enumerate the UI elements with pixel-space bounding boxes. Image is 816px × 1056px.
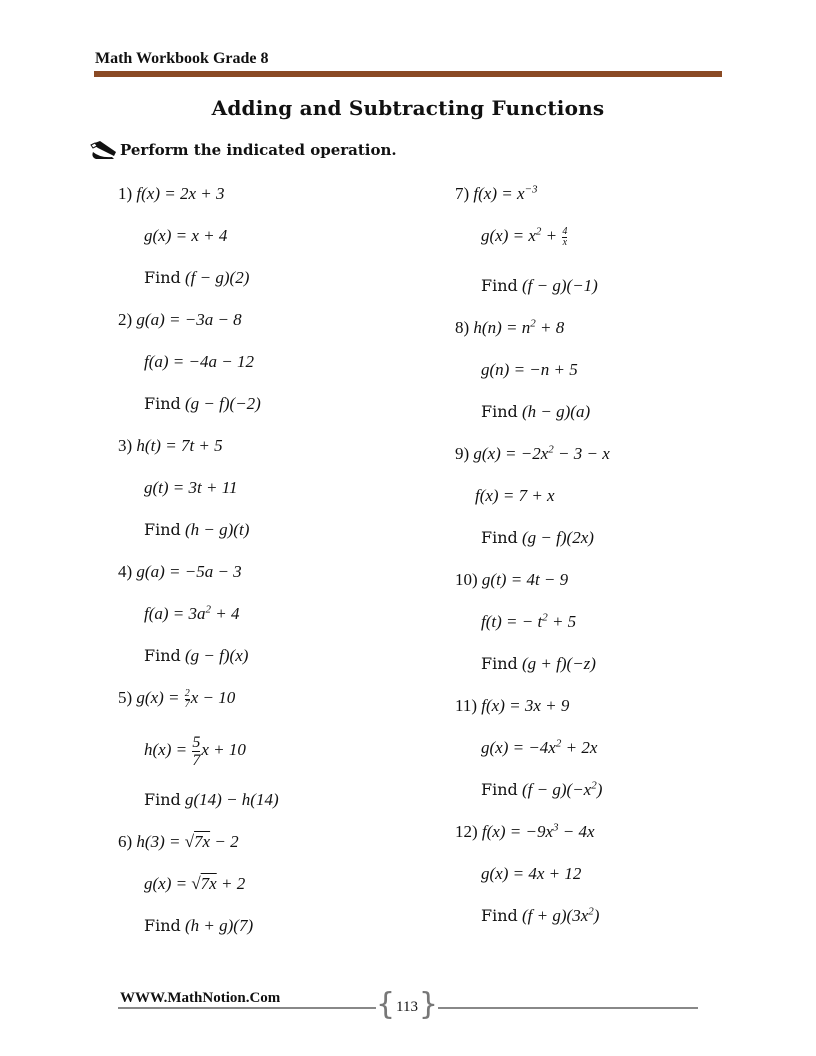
problem-4 <box>118 560 428 686</box>
find-label: Find <box>481 906 518 925</box>
function-line-2: $f(a) = 3a^2 + 4$ <box>144 603 240 623</box>
find-label: Find <box>144 646 181 665</box>
function-line-2: g(x) = √7x + 2 <box>144 874 246 893</box>
function-line-2: f(a) = −4a − 12 <box>144 352 254 371</box>
find-expression: (h − g)(a) <box>522 402 591 421</box>
function-line-1: f(x) = 3x + 9 <box>481 696 570 715</box>
problem-number: 1) <box>118 184 133 203</box>
function-line-2: g(x) = x + 4 <box>144 226 228 245</box>
fraction: $\frac{5}{7}$ <box>192 733 201 769</box>
footer-website: WWW.MathNotion.Com <box>120 990 281 1006</box>
footer-rule-left <box>118 1007 376 1009</box>
workbook-title: Math Workbook Grade 8 <box>95 50 269 67</box>
find-expression: (h + g)(7) <box>185 916 254 935</box>
find-expression: $(f + g)(3x^2)$ <box>522 905 600 925</box>
find-label: Find <box>144 916 181 935</box>
find-label: Find <box>481 528 518 547</box>
problem-11 <box>455 694 735 820</box>
page-title: Adding and Subtracting Functions <box>211 96 605 120</box>
function-line-1: $f(x) = -9x^3 - 4x$ <box>481 821 595 841</box>
find-expression: (g − f)(−2) <box>185 394 261 413</box>
problem-number: 9) <box>455 444 470 463</box>
problem-number: 12) <box>455 822 478 841</box>
function-line-1: h(3) = √7x − 2 <box>136 832 239 851</box>
find-label: Find <box>144 394 181 413</box>
problem-number: 5) <box>118 688 133 707</box>
find-label: Find <box>144 520 181 539</box>
function-line-1: g(x) = $\frac{2}{7}$ x − 10 <box>136 687 236 710</box>
problem-number: 8) <box>455 318 470 337</box>
instruction-text: Perform the indicated operation. <box>120 141 397 159</box>
function-line-2: h(x) = $\frac{5}{7}$ x + 10 <box>144 733 246 769</box>
find-expression: g(14) − h(14) <box>185 790 279 809</box>
problem-1 <box>118 182 428 308</box>
function-line-1: f(x) = 2x + 3 <box>136 184 225 203</box>
problem-9 <box>455 442 735 568</box>
function-line-2: g(x) = 4x + 12 <box>481 864 582 883</box>
problem-5 <box>118 686 428 830</box>
problem-number: 6) <box>118 832 133 851</box>
find-expression: (f − g)(−1) <box>522 276 598 295</box>
function-line-1: g(a) = −3a − 8 <box>136 310 242 329</box>
function-line-2: $g(x) = x^2$ + $\frac{4}{x}$ <box>481 225 568 248</box>
find-label: Find <box>481 654 518 673</box>
function-line-1: $g(x) = -2x^2 - 3 - x$ <box>473 443 610 463</box>
footer-rule-right <box>438 1007 698 1009</box>
left-brace-icon: { <box>376 987 396 1022</box>
problem-8 <box>455 316 735 442</box>
find-expression: (f − g)(2) <box>185 268 250 287</box>
function-line-1: $h(n) = n^2 + 8$ <box>473 317 565 337</box>
function-line-1: h(t) = 7t + 5 <box>136 436 223 455</box>
pencil-hand-icon <box>90 140 118 160</box>
page-number-box <box>376 987 438 1022</box>
find-expression: $(f - g)(-x^2)$ <box>522 779 603 799</box>
problem-10 <box>455 568 735 694</box>
right-brace-icon: } <box>418 987 438 1022</box>
find-expression: (g + f)(−z) <box>522 654 596 673</box>
fraction: $\frac{4}{x}$ <box>562 225 568 248</box>
function-line-1: g(a) = −5a − 3 <box>136 562 242 581</box>
function-line-2: f(t) = − $t^2 + 5$ <box>481 611 577 631</box>
problem-number: 2) <box>118 310 133 329</box>
problem-number: 3) <box>118 436 133 455</box>
find-expression: (g − f)(x) <box>185 646 249 665</box>
find-label: Find <box>144 268 181 287</box>
find-label: Find <box>481 276 518 295</box>
function-line-2: f(x) = 7 + x <box>475 486 555 505</box>
function-line-2: g(n) = −n + 5 <box>481 360 578 379</box>
problem-number: 11) <box>455 696 478 715</box>
function-line-1: g(t) = 4t − 9 <box>481 570 569 589</box>
problem-3 <box>118 434 428 560</box>
find-expression: (g − f)(2x) <box>522 528 594 547</box>
left-column <box>118 182 428 956</box>
problem-2 <box>118 308 428 434</box>
header-rule <box>94 71 722 77</box>
find-label: Find <box>144 790 181 809</box>
page-number: 113 <box>396 999 418 1015</box>
function-line-1: $f(x) = x^{-3}$ <box>473 183 538 203</box>
function-line-2: $g(x) = -4x^2 + 2x$ <box>481 737 598 757</box>
find-expression: (h − g)(t) <box>185 520 250 539</box>
problem-6 <box>118 830 428 956</box>
instruction <box>90 140 397 160</box>
problem-number: 4) <box>118 562 133 581</box>
function-line-2: g(t) = 3t + 11 <box>144 478 238 497</box>
problem-7 <box>455 182 735 316</box>
problem-12 <box>455 820 735 946</box>
right-column <box>455 182 735 946</box>
find-label: Find <box>481 402 518 421</box>
find-label: Find <box>481 780 518 799</box>
problem-number: 10) <box>455 570 478 589</box>
problem-number: 7) <box>455 184 470 203</box>
fraction: $\frac{2}{7}$ <box>184 687 190 710</box>
